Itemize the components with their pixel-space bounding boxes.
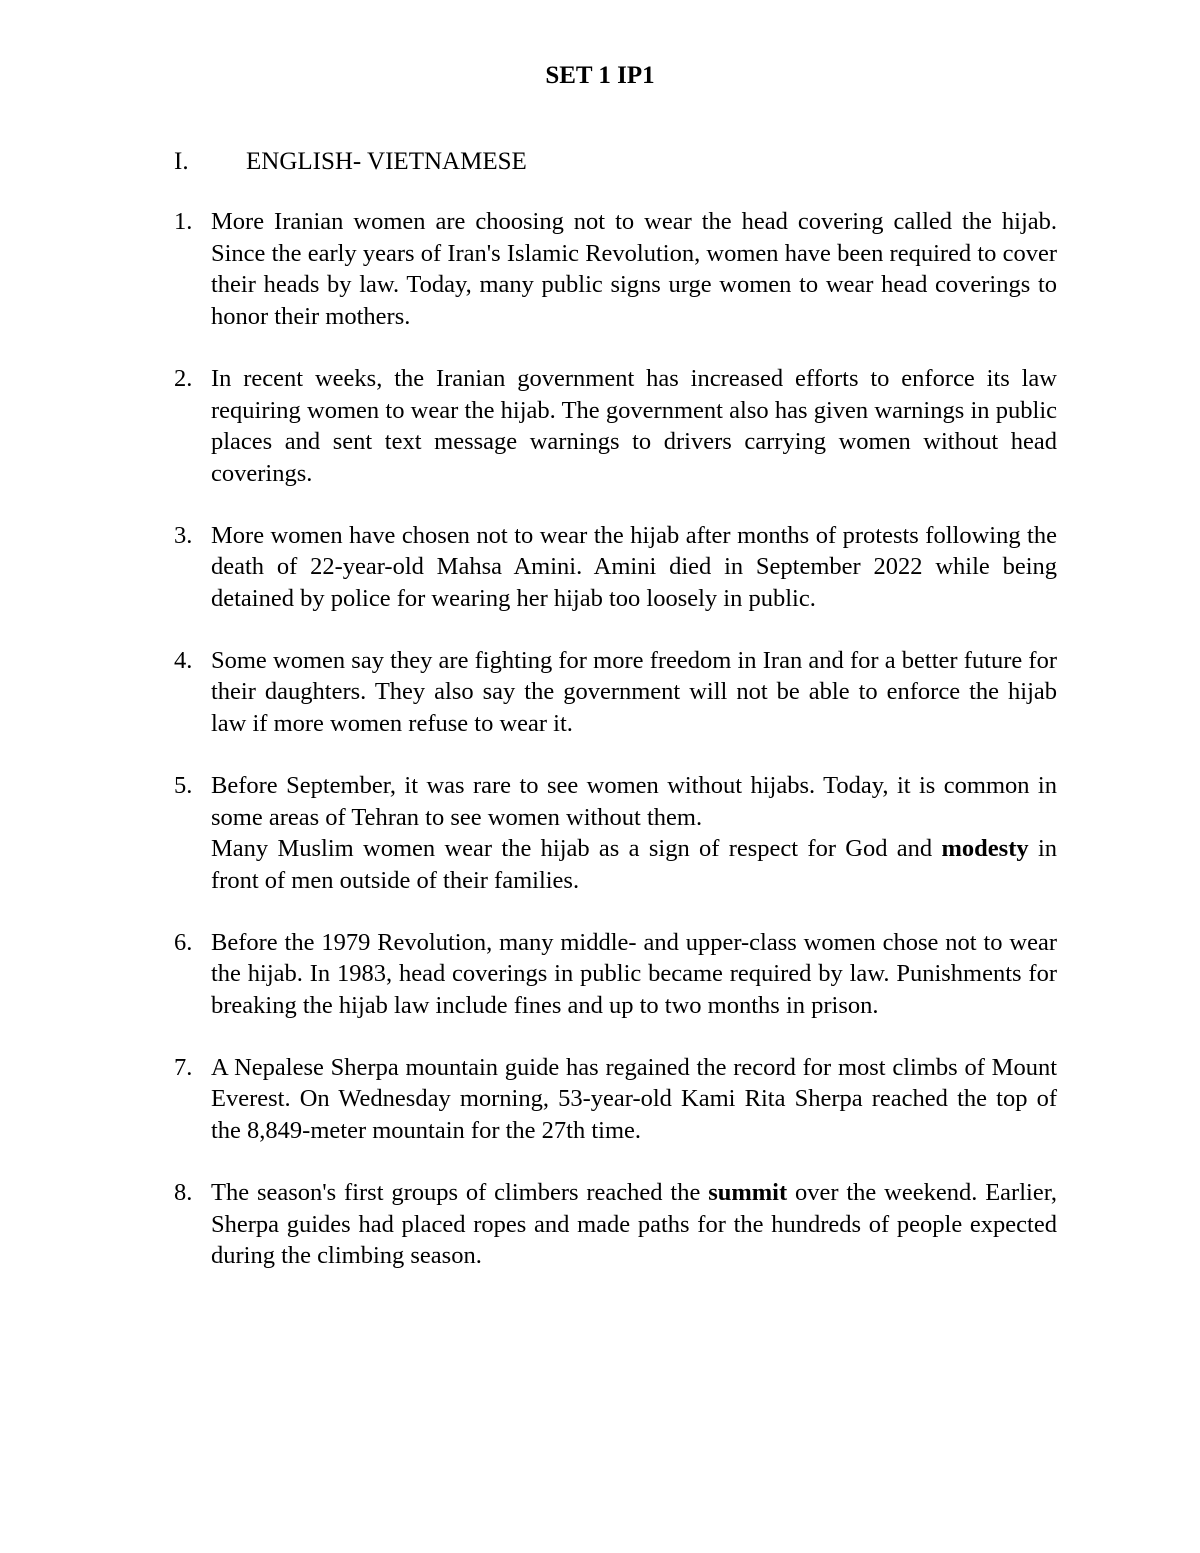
paragraph: [211, 927, 1057, 1022]
list-item: [0, 363, 1200, 490]
list-item-text: [211, 520, 1057, 615]
list-item: [0, 645, 1200, 740]
paragraph: [211, 520, 1057, 615]
text-run: More Iranian women are choosing not to wear the head covering called the hijab. Since the early years of Iran's Islamic Revolution, women have been required to cover their heads by law. Today, many public signs urge women to wear head coverings to honor their mothers.: [211, 208, 1057, 331]
text-run: More women have chosen not to wear the hijab after months of protests following the death of 22-year-old Mahsa Amini. Amini died in September 2022 while being detained by police for wearing her hijab too loosely in public.: [211, 521, 1057, 613]
paragraph: [211, 1052, 1057, 1147]
text-run: Before the 1979 Revolution, many middle- and upper-class women chose not to wear the hijab. In 1983, head coverings in public became required by law. Punishments for breaking the hijab law include fines and up to two months in prison.: [211, 928, 1057, 1020]
list-item-number: 4.: [174, 646, 193, 674]
list-item: [0, 206, 1200, 333]
list-item-text: [211, 645, 1057, 740]
section-heading: [174, 145, 527, 179]
document-title: SET 1 IP1: [545, 62, 655, 89]
text-run: over the weekend. Earlier, Sherpa guides had placed ropes and made paths for the hundreds of people expected during the climbing season.: [211, 1178, 1057, 1270]
section-numeral: I.: [174, 148, 189, 175]
bold-term: summit: [708, 1178, 788, 1206]
list-item-text: [211, 1177, 1057, 1272]
paragraph: [211, 770, 1057, 833]
list-item: [0, 520, 1200, 615]
text-run: in front of men outside of their families.: [211, 835, 1057, 894]
list-item-text: [211, 927, 1057, 1022]
list-item-number: 7.: [174, 1053, 193, 1081]
list-item-number: 2.: [174, 364, 193, 392]
list-item-text: [211, 1052, 1057, 1147]
list-item-number: 6.: [174, 928, 193, 956]
text-run: Many Muslim women wear the hijab as a sign of respect for God and: [211, 835, 942, 863]
paragraph: [211, 1177, 1057, 1272]
numbered-list: [0, 206, 1200, 1302]
paragraph: [211, 206, 1057, 333]
text-run: In recent weeks, the Iranian government has increased efforts to enforce its law requiring women to wear the hijab. The government also has given warnings in public places and sent text message warnings to drivers carrying women without head coverings.: [211, 364, 1057, 487]
list-item-number: 3.: [174, 521, 193, 549]
list-item-text: [211, 206, 1057, 333]
paragraph: [211, 363, 1057, 490]
list-item-number: 5.: [174, 771, 193, 799]
list-item: [0, 1052, 1200, 1147]
list-item: [0, 927, 1200, 1022]
list-item: [0, 1177, 1200, 1272]
bold-term: modesty: [941, 835, 1029, 863]
text-run: Some women say they are fighting for more freedom in Iran and for a better future for their daughters. They also say the government will not be able to enforce the hijab law if more women refuse to wear it.: [211, 646, 1057, 738]
section-heading-text: ENGLISH- VIETNAMESE: [246, 148, 527, 175]
list-item-text: [211, 363, 1057, 490]
list-item-number: 1.: [174, 208, 193, 235]
paragraph: [211, 645, 1057, 740]
text-run: Before September, it was rare to see women without hijabs. Today, it is common in some areas of Tehran to see women without them.: [211, 771, 1057, 831]
text-run: A Nepalese Sherpa mountain guide has regained the record for most climbs of Mount Everest. On Wednesday morning, 53-year-old Kami Rita Sherpa reached the top of the 8,849-meter mountain for the 27th time.: [211, 1053, 1057, 1145]
text-run: The season's first groups of climbers reached the: [211, 1178, 709, 1206]
list-item-number: 8.: [174, 1178, 193, 1206]
paragraph: [211, 833, 1057, 896]
list-item-text: [211, 770, 1057, 897]
list-item: [0, 770, 1200, 897]
